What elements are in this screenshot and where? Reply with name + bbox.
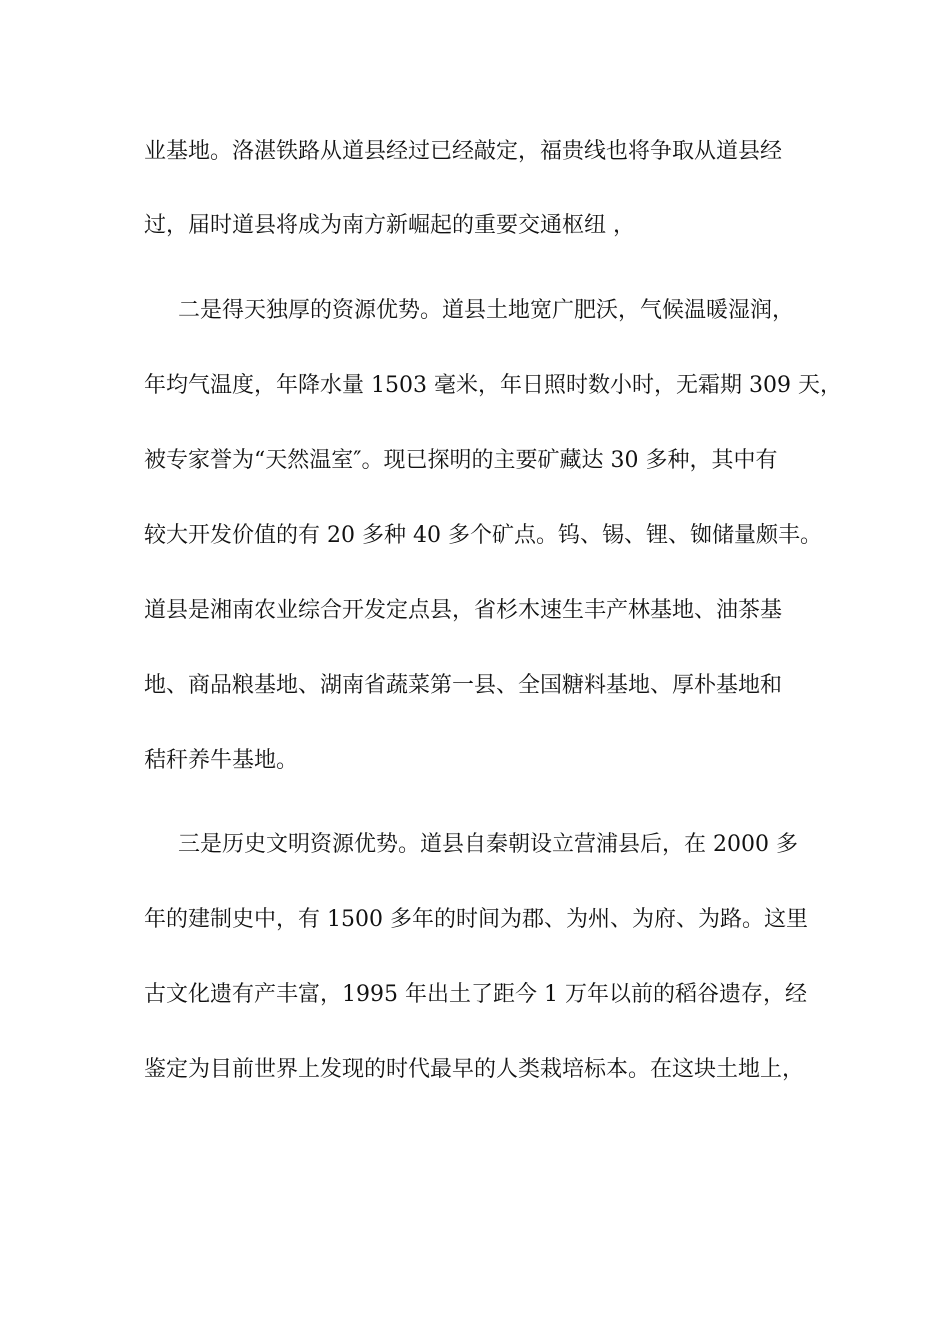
text-line: 业基地。洛湛铁路从道县经过已经敲定，福贵线也将争取从道县经 xyxy=(144,139,783,164)
paragraph-start-line: 三是历史文明资源优势。道县自秦朝设立营浦县后，在 2000 多 xyxy=(178,832,798,857)
text-line: 鉴定为目前世界上发现的时代最早的人类栽培标本。在这块土地上， xyxy=(144,1057,805,1082)
paragraph-start-line: 二是得天独厚的资源优势。道县土地宽广肥沃，气候温暖湿润， xyxy=(178,298,795,323)
text-line: 秸秆养牛基地。 xyxy=(144,748,299,773)
text-line: 年的建制史中，有 1500 多年的时间为郡、为州、为府、为路。这里 xyxy=(144,907,808,932)
text-line: 较大开发价值的有 20 多种 40 多个矿点。钨、锡、锂、铷储量颇丰。 xyxy=(144,523,822,548)
text-line: 年均气温度，年降水量 1503 毫米，年日照时数小时，无霜期 309 天， xyxy=(144,373,842,398)
text-line: 古文化遗有产丰富，1995 年出土了距今 1 万年以前的稻谷遗存，经 xyxy=(144,982,807,1007)
text-line: 地、商品粮基地、湖南省蔬菜第一县、全国糖料基地、厚朴基地和 xyxy=(144,673,783,698)
text-line: 道县是湘南农业综合开发定点县，省杉木速生丰产林基地、油茶基 xyxy=(144,598,783,623)
text-line: 被专家誉为“天然温室″。现已探明的主要矿藏达 30 多种，其中有 xyxy=(144,448,778,473)
text-line: 过，届时道县将成为南方新崛起的重要交通枢纽 ， xyxy=(144,213,635,238)
